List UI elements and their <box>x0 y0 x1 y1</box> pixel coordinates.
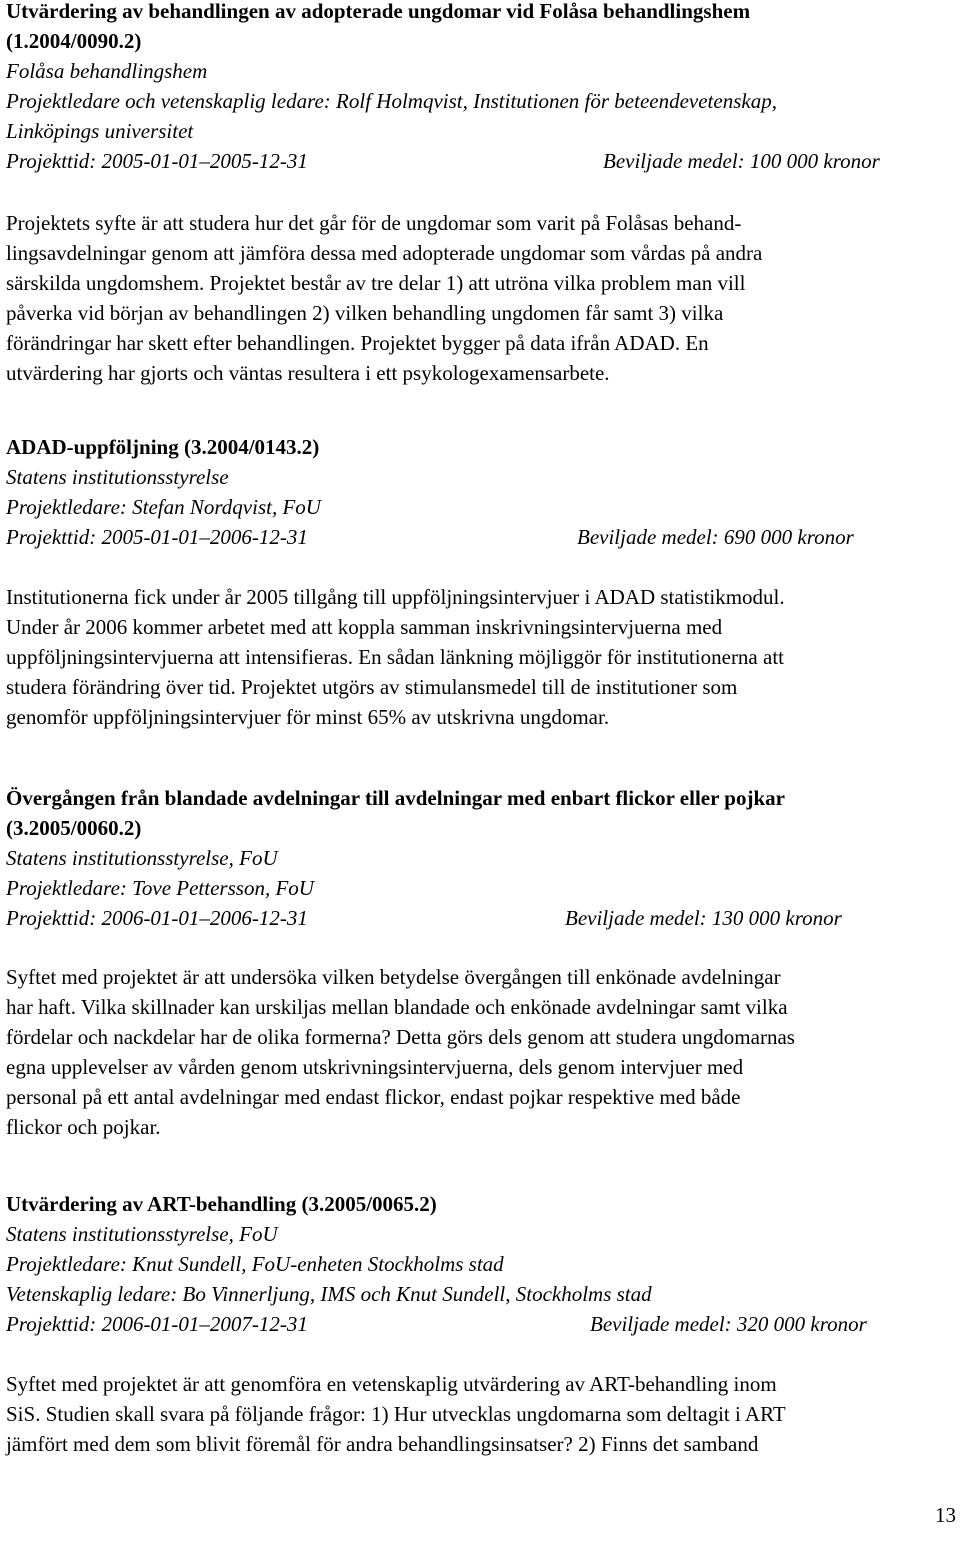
project-section <box>6 432 854 732</box>
project-org: Folåsa behandlingshem <box>6 59 208 83</box>
project-title: Övergången från blandade avdelningar till avdelningar med enbart flickor eller pojkar <box>6 786 785 810</box>
page-number: 13 <box>935 1503 956 1527</box>
project-budget: Beviljade medel: 100 000 kronor <box>603 149 880 173</box>
text-line: Projektets syfte är att studera hur det går för de ungdomar som varit på Folåsas behand- <box>6 211 742 235</box>
project-description <box>6 582 854 732</box>
text-line: flickor och pojkar. <box>6 1115 161 1139</box>
text-line: jämfört med dem som blivit föremål för andra behandlingsinsatser? 2) Finns det samband <box>6 1432 759 1456</box>
project-period: Projekttid: 2005-01-01–2005-12-31 <box>6 149 308 173</box>
text-line: egna upplevelser av vården genom utskrivningsintervjuerna, dels genom intervjuer med <box>6 1055 744 1079</box>
project-leader: Vetenskaplig ledare: Bo Vinnerljung, IMS och Knut Sundell, Stockholms stad <box>6 1282 652 1306</box>
project-title: Utvärdering av ART-behandling (3.2005/0065.2) <box>6 1192 437 1216</box>
text-line: studera förändring över tid. Projektet utgörs av stimulansmedel till de institutioner som <box>6 675 738 699</box>
project-leader: Projektledare: Stefan Nordqvist, FoU <box>6 495 321 519</box>
project-org: Statens institutionsstyrelse <box>6 465 229 489</box>
project-meta <box>6 146 880 176</box>
project-description <box>6 208 880 388</box>
text-line: Institutionerna fick under år 2005 tillgång till uppföljningsintervjuer i ADAD statistikmodul. <box>6 585 785 609</box>
text-line: utvärdering har gjorts och väntas resultera i ett psykologexamensarbete. <box>6 361 610 385</box>
project-org: Statens institutionsstyrelse, FoU <box>6 846 278 870</box>
text-line: uppföljningsintervjuerna att intensifieras. En sådan länkning möjliggör för institutionerna att <box>6 645 784 669</box>
text-line: genomför uppföljningsintervjuer för minst 65% av utskrivna ungdomar. <box>6 705 610 729</box>
project-period: Projekttid: 2006-01-01–2006-12-31 <box>6 906 308 930</box>
text-line: SiS. Studien skall svara på följande frågor: 1) Hur utvecklas ungdomarna som deltagit i ART <box>6 1402 786 1426</box>
project-leader: Projektledare: Tove Pettersson, FoU <box>6 876 314 900</box>
text-line: har haft. Vilka skillnader kan urskiljas mellan blandade och enkönade avdelningar samt vilka <box>6 995 788 1019</box>
project-meta <box>6 903 842 933</box>
project-org: Statens institutionsstyrelse, FoU <box>6 1222 278 1246</box>
text-line: Syftet med projektet är att undersöka vilken betydelse övergången till enkönade avdelningar <box>6 965 781 989</box>
project-title: ADAD-uppföljning (3.2004/0143.2) <box>6 435 320 459</box>
text-line: lingsavdelningar genom att jämföra dessa med adopterade ungdomar som vårdas på andra <box>6 241 763 265</box>
text-line: påverka vid början av behandlingen 2) vilken behandling ungdomen får samt 3) vilka <box>6 301 724 325</box>
project-meta <box>6 522 854 552</box>
project-budget: Beviljade medel: 690 000 kronor <box>577 525 854 549</box>
project-description <box>6 1369 867 1459</box>
project-period: Projekttid: 2005-01-01–2006-12-31 <box>6 525 308 549</box>
text-line: förändringar har skett efter behandlingen. Projektet bygger på data ifrån ADAD. En <box>6 331 709 355</box>
project-leader: Projektledare: Knut Sundell, FoU-enheten Stockholms stad <box>6 1252 504 1276</box>
text-line: särskilda ungdomshem. Projektet består av tre delar 1) att utröna vilka problem man vill <box>6 271 746 295</box>
project-period: Projekttid: 2006-01-01–2007-12-31 <box>6 1312 308 1336</box>
project-title: (1.2004/0090.2) <box>6 29 142 53</box>
project-title: Utvärdering av behandlingen av adopterade ungdomar vid Folåsa behandlingshem <box>6 0 751 23</box>
project-section <box>6 0 880 388</box>
project-leader: Linköpings universitet <box>6 119 194 143</box>
project-section <box>6 1189 867 1459</box>
text-line: fördelar och nackdelar har de olika formerna? Detta görs dels genom att studera ungdomarnas <box>6 1025 795 1049</box>
text-line: Syftet med projektet är att genomföra en vetenskaplig utvärdering av ART-behandling inom <box>6 1372 777 1396</box>
project-meta <box>6 1309 867 1339</box>
project-title: (3.2005/0060.2) <box>6 816 142 840</box>
text-line: personal på ett antal avdelningar med endast flickor, endast pojkar respektive med både <box>6 1085 741 1109</box>
project-budget: Beviljade medel: 320 000 kronor <box>590 1312 867 1336</box>
project-leader: Projektledare och vetenskaplig ledare: Rolf Holmqvist, Institutionen för beteendevetenskap, <box>6 89 777 113</box>
project-budget: Beviljade medel: 130 000 kronor <box>565 906 842 930</box>
project-description <box>6 962 842 1142</box>
text-line: Under år 2006 kommer arbetet med att koppla samman inskrivningsintervjuerna med <box>6 615 723 639</box>
project-section <box>6 783 842 1142</box>
